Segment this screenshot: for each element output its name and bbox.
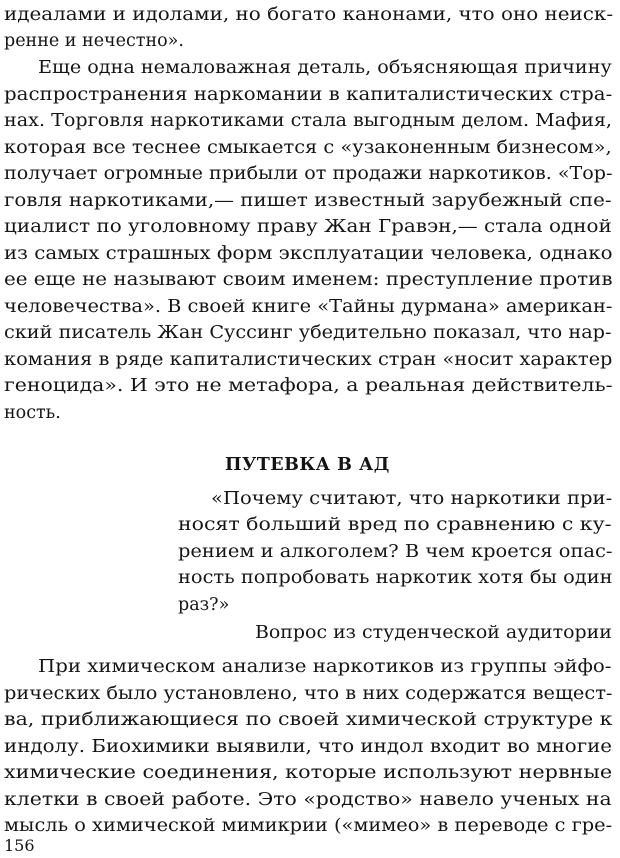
epigraph-line: носят больший вред по сравнению с ку- xyxy=(178,515,612,535)
text-line: комания в ряде капиталистических стран «носит характер xyxy=(4,350,613,370)
text-line: Еще одна немаловажная деталь, объясняющая причину xyxy=(38,58,612,78)
text-line: химические соединения, которые используют нервные xyxy=(4,763,613,783)
text-line: человечества». В своей книге «Тайны дурмана» американ- xyxy=(4,297,613,317)
epigraph-source: Вопрос из студенческой аудитории xyxy=(255,623,612,643)
text-line: ва, приближающиеся по своей химической структуре к xyxy=(4,710,613,730)
text-line: нах. Торговля наркотиками стала выгодным делом. Мафия, xyxy=(4,111,613,131)
text-line: При химическом анализе наркотиков из группы эйфо- xyxy=(38,657,612,677)
text-line: ее еще не называют своим именем: преступление против xyxy=(4,270,613,290)
page-number: 156 xyxy=(4,836,35,855)
text-line: индолу. Биохимики выявили, что индол входит во многие xyxy=(4,737,613,757)
text-line: идеалами и идолами, но богато канонами, что оно неиск- xyxy=(4,5,614,25)
text-line: которая все теснее смыкается с «узаконенным бизнесом», xyxy=(4,138,612,158)
text-line: ренне и нечестно». xyxy=(4,31,184,51)
text-line: распространения наркомании в капиталистических стра- xyxy=(4,85,613,105)
text-line: циалист по уголовному праву Жан Гравэн,— стала одной xyxy=(4,217,612,237)
epigraph-line: «Почему считают, что наркотики при- xyxy=(211,489,613,509)
text-line: мысль о химической мимикрии («мимео» в переводе с гре- xyxy=(4,816,613,836)
epigraph-line: раз?» xyxy=(178,595,230,615)
text-line: рических было установлено, что в них содержатся вещест- xyxy=(4,684,613,704)
epigraph-line: ность попробовать наркотик хотя бы один xyxy=(178,568,613,588)
section-heading: ПУТЕВКА В АД xyxy=(225,455,390,475)
text-line: получает огромные прибыли от продажи наркотиков. «Тор- xyxy=(4,164,613,184)
text-line: ность. xyxy=(4,403,61,423)
text-line: клетки в своей работе. Это «родство» навело ученых на xyxy=(4,790,612,810)
epigraph-line: рением и алкоголем? В чем кроется опас- xyxy=(178,542,613,562)
text-line: геноцида». И это не метафора, а реальная действитель- xyxy=(4,376,613,396)
text-line: ский писатель Жан Суссинг убедительно показал, что нар- xyxy=(4,323,612,343)
text-line: говля наркотиками,— пишет известный зарубежный спе- xyxy=(4,191,612,211)
text-line: из самых страшных форм эксплуатации человека, однако xyxy=(4,244,613,264)
